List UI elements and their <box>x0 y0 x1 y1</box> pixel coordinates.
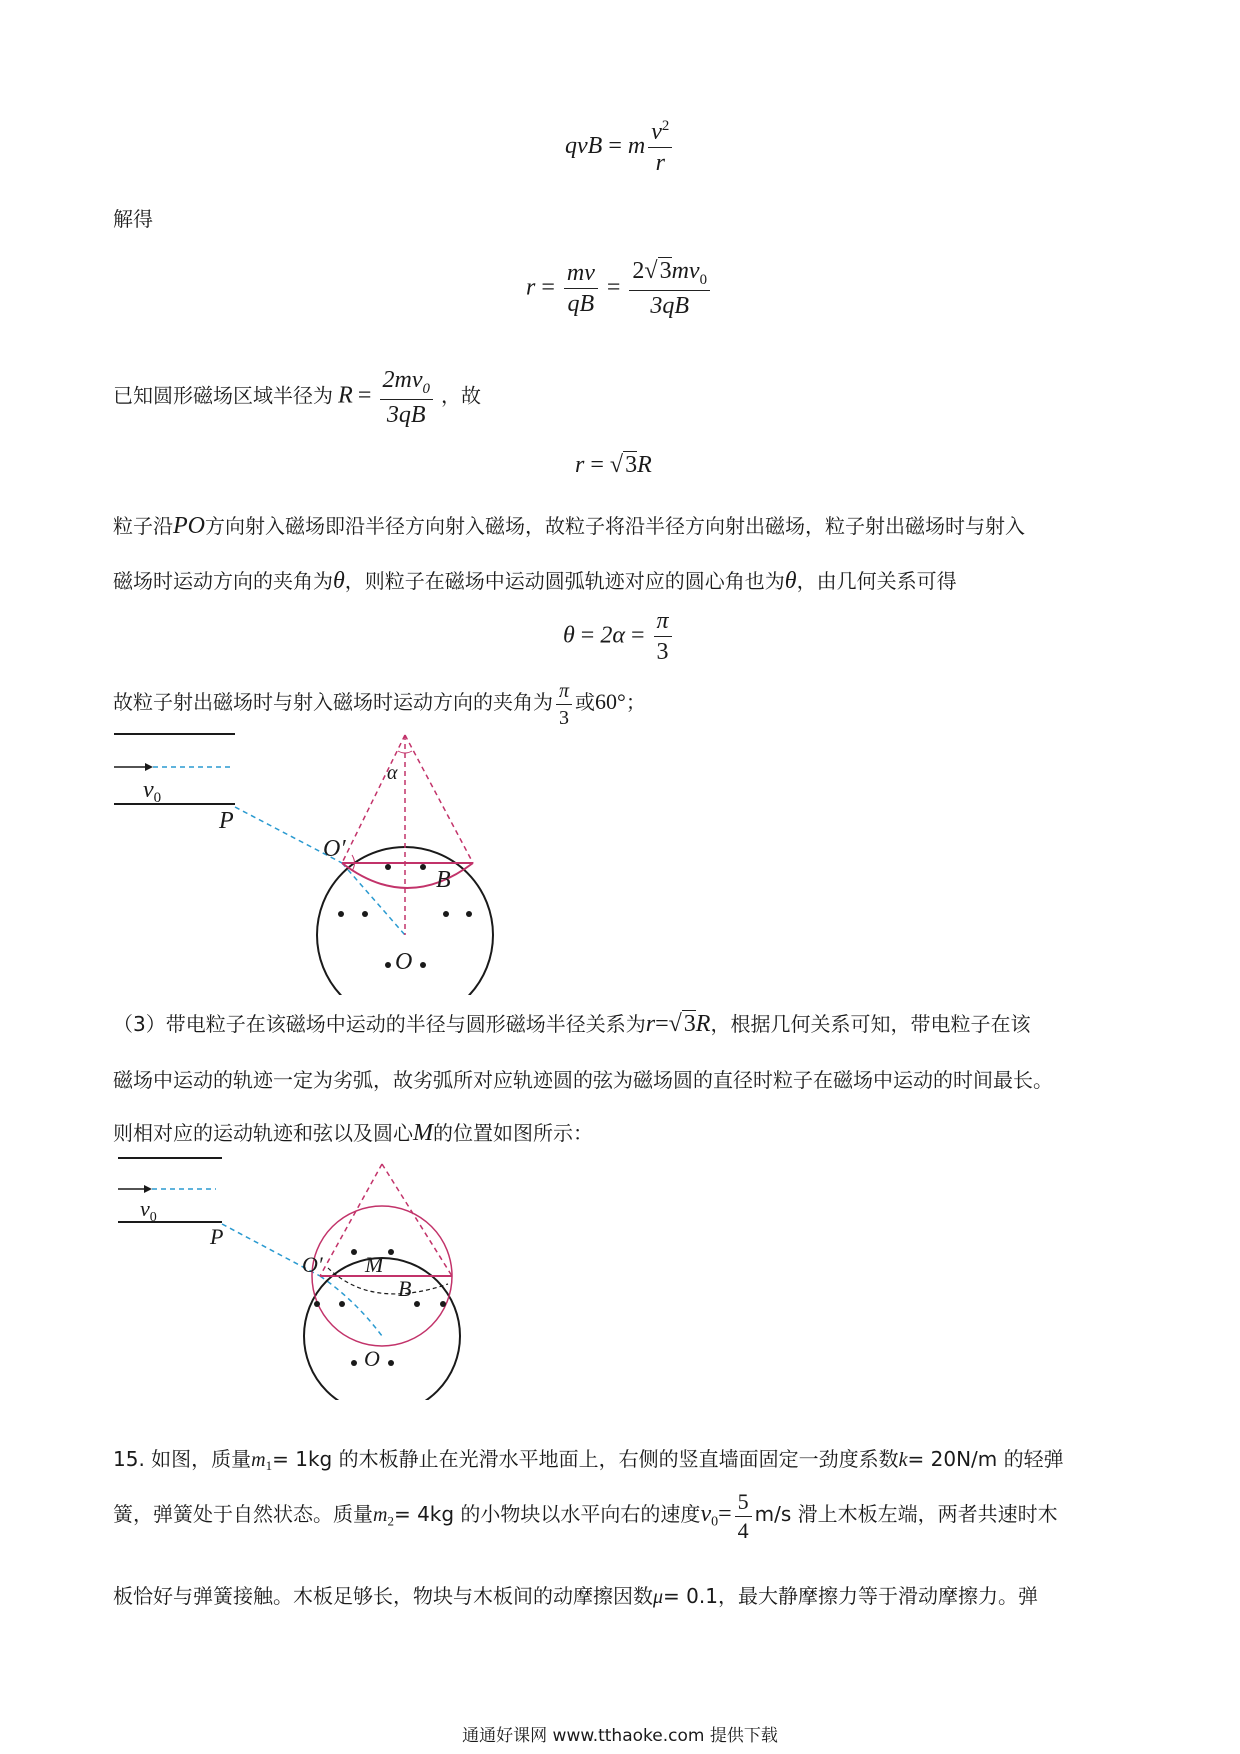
p15-num: 5 <box>735 1490 752 1517</box>
eq-sup: 2 <box>661 118 670 134</box>
eq-den: r <box>655 150 665 177</box>
p8-l3-pre: 则相对应的运动轨迹和弦以及圆心 <box>113 1121 413 1145</box>
p15-l1-a: 15. 如图，质量 <box>113 1447 252 1471</box>
p15-l2-c: m/s 滑上木板左端，两者共速时木 <box>754 1502 1058 1527</box>
fig2-label-P: P <box>210 1224 224 1249</box>
fig1-field-dot <box>385 962 391 968</box>
equation-theta <box>563 608 675 666</box>
fig2-field-dot <box>388 1249 394 1255</box>
eq2-frac2: $\frac{2√3mv_0}{3qB}$ <box>629 258 710 320</box>
eq2-frac1 <box>564 260 598 318</box>
eq-lhs: qvB <box>565 132 603 159</box>
fig1-field-dot <box>420 962 426 968</box>
p15-l1-b: = 1kg 的木板静止在光滑水平地面上，右侧的竖直墙面固定一劲度系数 <box>272 1447 899 1471</box>
eq2-f1d: qB <box>567 291 595 318</box>
fig2-field-dot <box>351 1360 357 1366</box>
figure-2-longest-time <box>110 1150 490 1400</box>
p7-post: ； <box>625 690 646 714</box>
p15-m2: m <box>373 1504 388 1527</box>
eq2-f2n-sub: 0 <box>699 271 708 288</box>
fig1-label-alpha: α <box>387 762 398 784</box>
p15-l2-eq: = <box>718 1501 732 1528</box>
fig1-radius-left <box>342 735 405 863</box>
p3-eq: = <box>357 382 372 409</box>
p5-theta1: θ <box>333 568 345 594</box>
fig1-field-dot <box>420 864 426 870</box>
p15-den: 4 <box>737 1518 749 1544</box>
p15-l2-a: 簧，弹簧处于自然状态。质量 <box>113 1502 373 1527</box>
fig2-line-to-center <box>320 1276 382 1336</box>
eq2-f2n-root: 3 <box>659 258 672 284</box>
eq2-sign2: = <box>606 274 621 301</box>
eq-fraction <box>648 118 672 177</box>
eq6-num: π <box>654 608 672 637</box>
fig1-radius-right <box>405 735 473 863</box>
p8-R: R <box>695 1011 711 1037</box>
p8-l1-pre: （3）带电粒子在该磁场中运动的半径与圆形磁场半径关系为 <box>113 1012 646 1036</box>
p8-r: r <box>645 1011 656 1037</box>
fig1-field-dot <box>362 911 368 917</box>
fig1-label-B: B <box>436 867 451 893</box>
paragraph-part3-line3 <box>113 1117 593 1147</box>
p15-l2-b: = 4kg 的小物块以水平向右的速度 <box>393 1502 701 1527</box>
p7-deg: 60° <box>595 689 626 714</box>
p7-den: 3 <box>559 707 570 729</box>
fig1-arrowhead <box>145 763 153 771</box>
p15-fraction <box>735 1490 752 1543</box>
p15-v0sub: 0 <box>711 1514 719 1530</box>
fig2-field-dot <box>414 1301 420 1307</box>
p5-l2-pre: 磁场时运动方向的夹角为 <box>113 569 333 593</box>
text-solve: 解得 <box>113 207 153 231</box>
eq2-f2n-a: 2 <box>632 258 645 284</box>
fig2-field-dot <box>351 1249 357 1255</box>
fig1-label-P: P <box>219 808 234 834</box>
page-footer: 通通好课网 www.tthaoke.com 提供下载 <box>462 1726 778 1746</box>
p5-l2-post: ，由几何关系可得 <box>796 569 957 593</box>
p3-pre: 已知圆形磁场区域半径为 <box>113 383 333 408</box>
figure-1-trajectory <box>105 725 525 995</box>
p8-M: M <box>413 1120 433 1146</box>
p15-k: k <box>898 1449 908 1471</box>
p7-num: π <box>556 680 572 705</box>
fig2-arrowhead <box>144 1185 152 1193</box>
p5-PO: PO <box>173 513 205 539</box>
p5-l1-post: 方向射入磁场即沿半径方向射入磁场，故粒子将沿半径方向射出磁场，粒子射出磁场时与射入 <box>205 514 1025 538</box>
eq6-eq: = <box>580 622 595 649</box>
fig2-field-dot <box>339 1301 345 1307</box>
fig1-arc-trajectory <box>342 863 473 888</box>
fig1-line-to-center <box>342 863 405 935</box>
fig2-field-dot <box>314 1301 320 1307</box>
eq2-f1n: mv <box>564 260 598 289</box>
fig2-field-dot <box>388 1360 394 1366</box>
p3-numsub: 0 <box>422 380 430 397</box>
eq6-fraction <box>654 608 672 666</box>
p3-num: 2mv <box>382 367 423 393</box>
eq6-den: 3 <box>656 639 669 666</box>
paragraph-angle-answer <box>113 680 646 729</box>
fig1-alpha-mark <box>398 751 412 753</box>
eq2-r: r <box>526 274 536 301</box>
eq2-f2d: 3qB <box>650 293 690 320</box>
fig2-label-O: O <box>364 1346 380 1371</box>
p5-theta2: θ <box>784 568 797 594</box>
p3-R: R <box>338 382 353 409</box>
fig2-field-dot <box>440 1301 446 1307</box>
fig2-label-B: B <box>398 1276 412 1301</box>
p5-l1-pre: 粒子沿 <box>113 514 173 538</box>
p7-or: 或 <box>575 690 596 714</box>
p15-l3-b: = 0.1，最大静摩擦力等于滑动摩擦力。弹 <box>663 1584 1038 1608</box>
paragraph-part3-line1: （3）带电粒子在该磁场中运动的半径与圆形磁场半径关系为r=√3R，根据几何关系可知，带电粒子在该 <box>113 1011 1031 1037</box>
p8-eq: = <box>655 1011 669 1037</box>
equation-lorentz-force <box>565 118 675 177</box>
p7-pre: 故粒子射出磁场时与射入磁场时运动方向的夹角为 <box>113 690 553 714</box>
p3-fraction <box>380 367 433 429</box>
p8-l3-post: 的位置如图所示： <box>433 1121 593 1145</box>
p15-m2sub: 2 <box>387 1513 394 1529</box>
p3-den: 3qB <box>386 402 426 429</box>
paragraph-direction-line2 <box>113 565 957 595</box>
p15-v0: v <box>700 1501 712 1528</box>
p15-mu: μ <box>653 1586 664 1608</box>
problem-15-line3 <box>113 1580 1038 1609</box>
fig1-label-O: O <box>395 949 413 975</box>
fig1-field-dot <box>443 911 449 917</box>
paragraph-given-radius <box>113 367 481 429</box>
eq4-root: 3 <box>625 452 638 478</box>
p7-fraction <box>556 680 572 729</box>
eq2-f2n-b: mv <box>671 258 700 284</box>
eq-sign: = <box>608 132 622 159</box>
eq6-theta: θ <box>563 622 575 649</box>
eq-num-v: v <box>651 119 662 145</box>
problem-15-line2 <box>113 1490 1058 1543</box>
p8-l1-post: ，根据几何关系可知，带电粒子在该 <box>710 1012 1031 1036</box>
equation-r-sqrt3-R: r = √3R <box>575 452 652 478</box>
paragraph-direction-line1 <box>113 510 1025 540</box>
eq6-eq2: = <box>630 622 645 649</box>
paragraph-part3-line2: 磁场中运动的轨迹一定为劣弧，故劣弧所对应轨迹圆的弦为磁场圆的直径时粒子在磁场中运动的时间最长。 <box>113 1068 1053 1092</box>
fig2-label-Oprime: O′ <box>302 1252 323 1277</box>
fig1-field-dot <box>466 911 472 917</box>
problem-15-line1 <box>113 1443 1064 1474</box>
fig2-arc-trajectory <box>328 1268 448 1294</box>
eq6-2alpha: 2α <box>600 622 625 649</box>
p3-post: ，故 <box>441 383 482 408</box>
p15-m1: m <box>251 1449 266 1471</box>
p5-l2-mid: ，则粒子在磁场中运动圆弧轨迹对应的圆心角也为 <box>344 569 785 593</box>
eq4-R: R <box>637 452 652 478</box>
eq4-r: r <box>575 452 585 478</box>
fig2-label-M: M <box>365 1252 384 1277</box>
fig1-label-v0: $v_0$ <box>143 777 162 806</box>
eq4-eq: = <box>590 452 604 478</box>
p15-l3-a: 板恰好与弹簧接触。木板足够长，物块与木板间的动摩擦因数 <box>113 1584 653 1608</box>
fig2-label-v0: $v_0$ <box>140 1196 157 1225</box>
fig1-field-dot <box>385 864 391 870</box>
p15-l1-c: = 20N/m 的轻弹 <box>907 1447 1064 1471</box>
fig1-field-dot <box>338 911 344 917</box>
equation-radius <box>526 258 713 320</box>
eq2-sign: = <box>541 274 555 301</box>
fig1-label-Oprime: O′ <box>323 836 346 862</box>
fig2-field-circle <box>304 1258 460 1400</box>
p8-root: 3 <box>683 1011 696 1037</box>
p15-m1sub: 1 <box>265 1458 273 1474</box>
eq-mass: m <box>627 132 646 159</box>
